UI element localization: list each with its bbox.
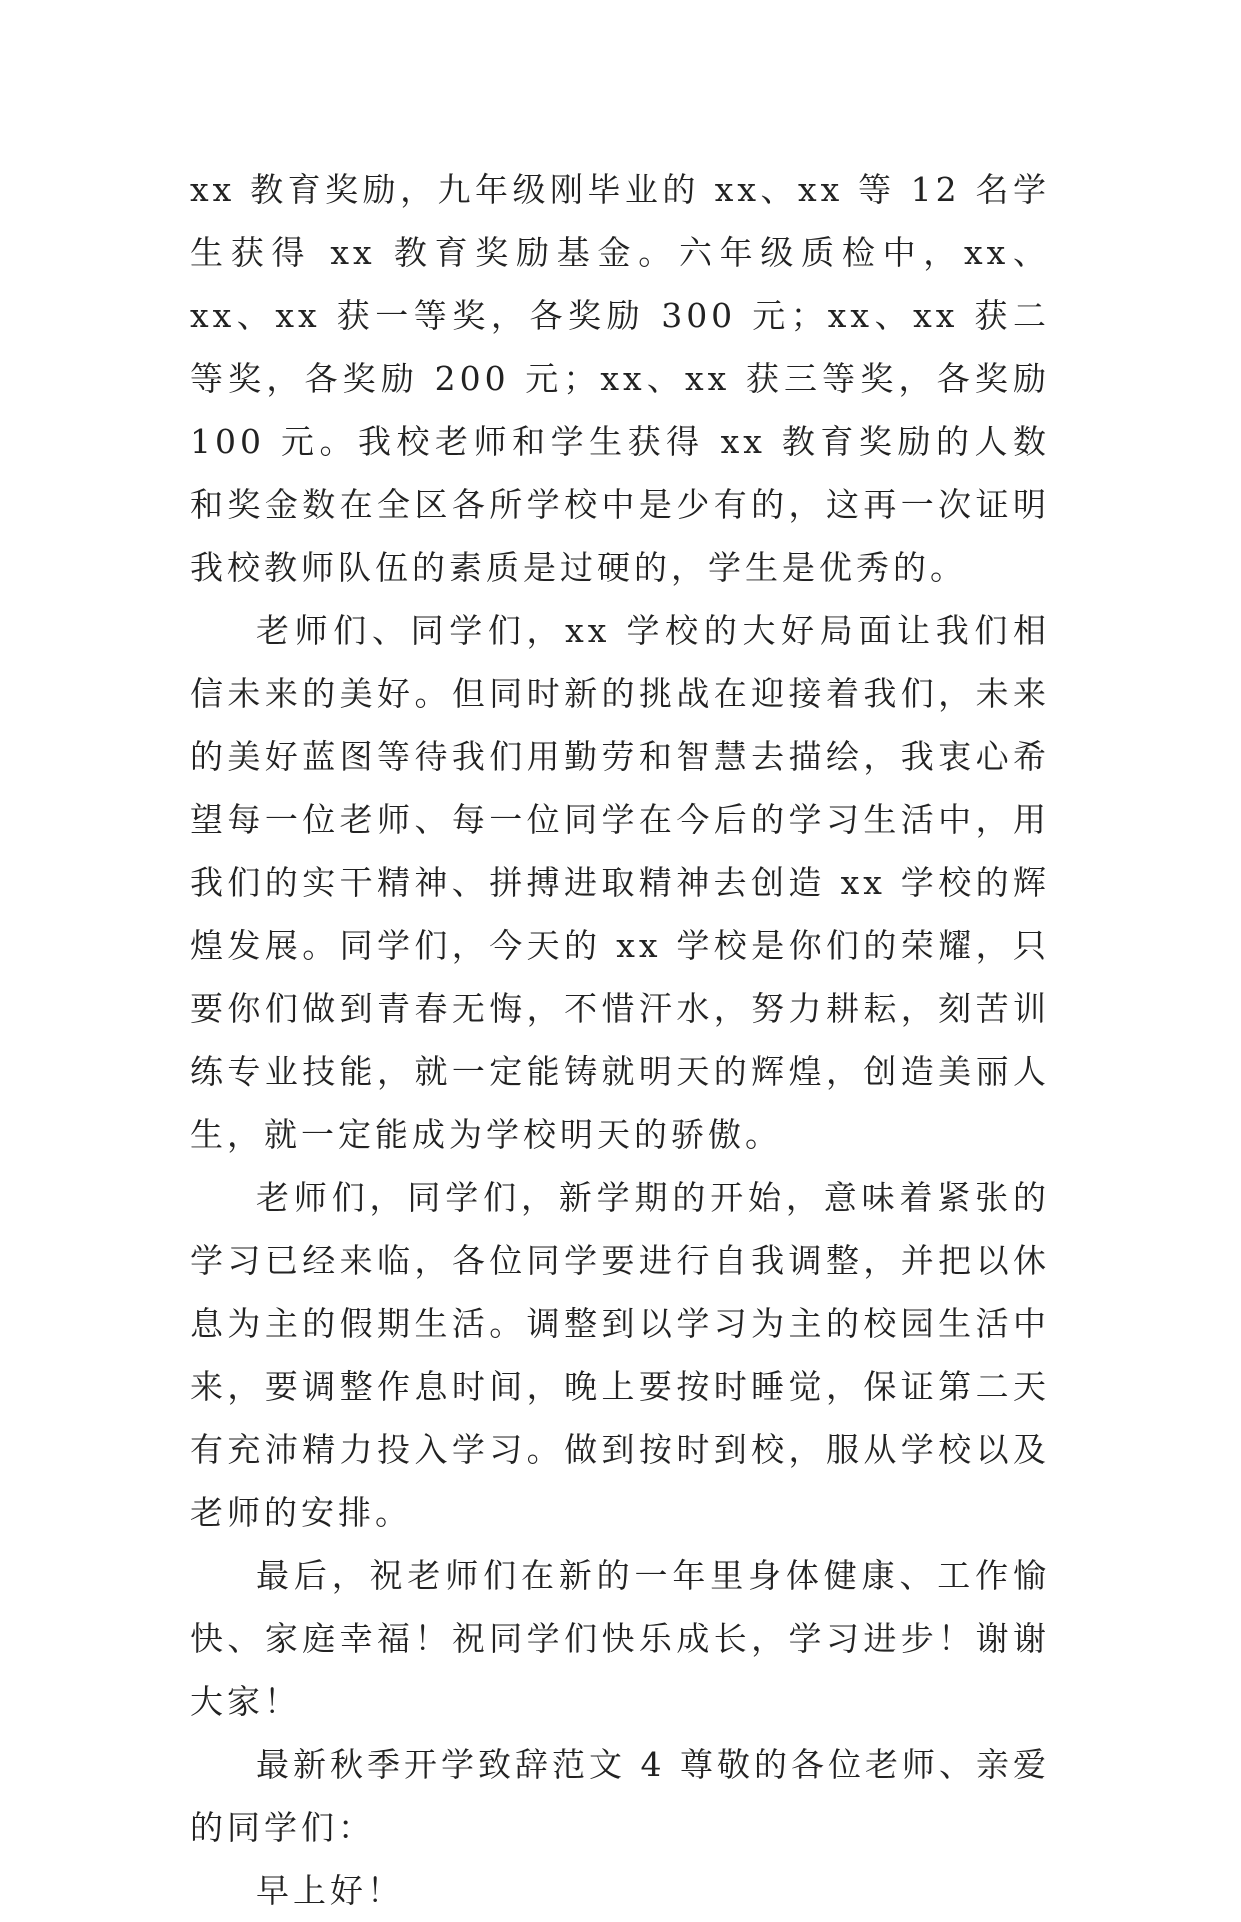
paragraph-greeting: 早上好！ — [256, 1871, 404, 1910]
paragraph-new-semester: 老师们，同学们，新学期的开始，意味着紧张的学习已经来临，各位同学要进行自我调整，并把以休息为主的假期生活。调整到以学习为主的校园生活中来，要调整作息时间，晚上要按时睡觉，保证第二天有充沛精力投入学习。做到按时到校，服从学校以及老师的安排。 — [190, 1178, 1050, 1532]
paragraph-speech-4-heading: 最新秋季开学致辞范文 4 尊敬的各位老师、亲爱的同学们： — [190, 1745, 1050, 1847]
paragraph-future: 老师们、同学们，xx 学校的大好局面让我们相信未来的美好。但同时新的挑战在迎接着我们，未来的美好蓝图等待我们用勤劳和智慧去描绘，我衷心希望每一位老师、每一位同学在今后的学习生活中，用我们的实干精神、拼搏进取精神去创造 xx 学校的辉煌发展。同学们，今天的 xx 学校是你们的荣耀，只要你们做到青春无悔，不惜汗水，努力耕耘，刻苦训练专业技能，就一定能铸就明天的辉煌，创造美丽人生，就一定能成为学校明天的骄傲。 — [190, 611, 1050, 1154]
paragraph-closing-wishes: 最后，祝老师们在新的一年里身体健康、工作愉快、家庭幸福！祝同学们快乐成长，学习进步！谢谢大家！ — [190, 1556, 1050, 1721]
paragraph-awards: xx 教育奖励，九年级刚毕业的 xx、xx 等 12 名学生获得 xx 教育奖励基金。六年级质检中，xx、xx、xx 获一等奖，各奖励 300 元；xx、xx 获二等奖，各奖励 200 元；xx、xx 获三等奖，各奖励 100 元。我校老师和学生获得 xx 教育奖励的人数和奖金数在全区各所学校中是少有的，这再一次证明我校教师队伍的素质是过硬的，学生是优秀的。 — [190, 170, 1050, 587]
document-body — [190, 158, 1050, 1922]
